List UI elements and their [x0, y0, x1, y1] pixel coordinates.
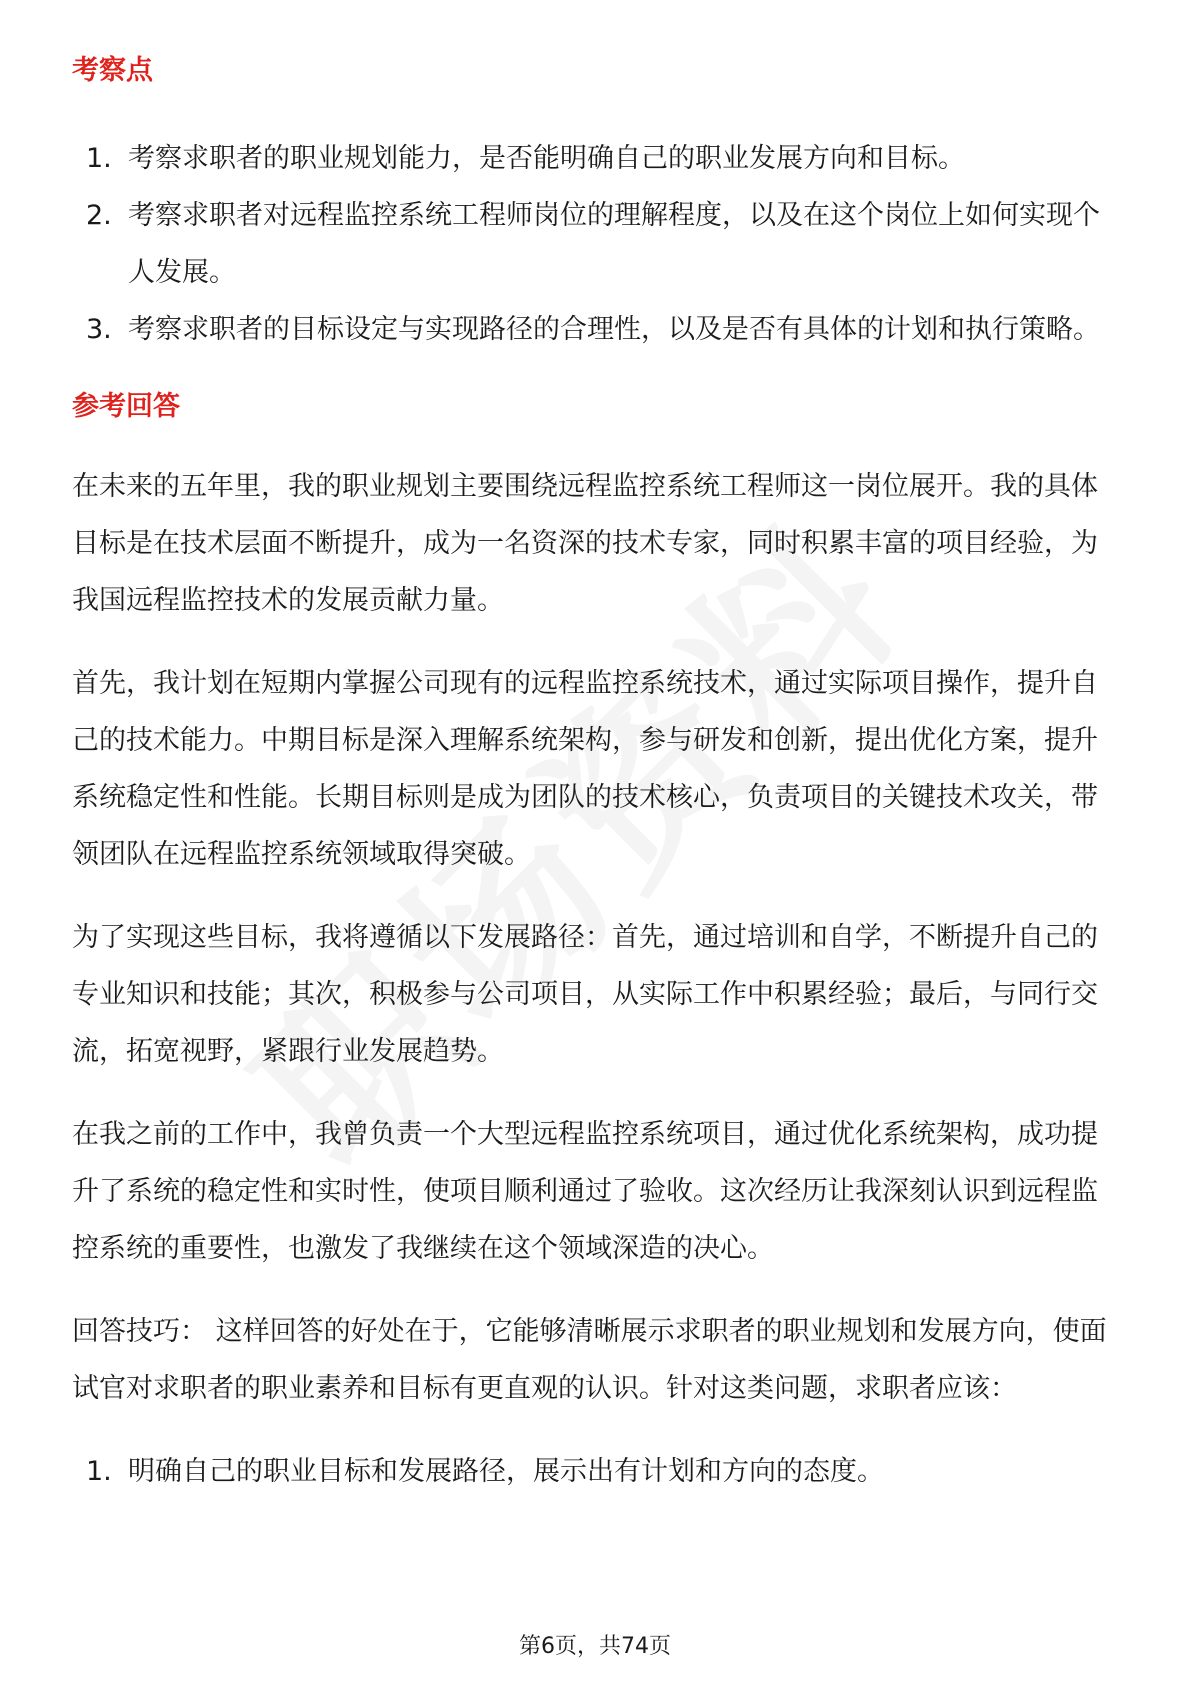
answer-paragraph: 在未来的五年里，我的职业规划主要围绕远程监控系统工程师这一岗位展开。我的具体目标是在技术层面不断提升，成为一名资深的技术专家，同时积累丰富的项目经验，为我国远程监控技术的发展贡献力量。: [72, 471, 1098, 616]
list-item-text: 考察求职者的职业规划能力，是否能明确自己的职业发展方向和目标。: [128, 143, 965, 174]
answer-paragraph: 为了实现这些目标，我将遵循以下发展路径：首先，通过培训和自学，不断提升自己的专业知识和技能；其次，积极参与公司项目，从实际工作中积累经验；最后，与同行交流，拓宽视野，紧跟行业发展趋势。: [72, 922, 1098, 1067]
list-item-number: 2.: [86, 200, 112, 231]
list-item-number: 3.: [86, 314, 112, 345]
section-heading-exam-points: 考察点: [72, 55, 153, 86]
list-item-text: 考察求职者对远程监控系统工程师岗位的理解程度，以及在这个岗位上如何实现个人发展。: [128, 200, 1100, 288]
page-content: [72, 44, 1118, 1500]
list-item-text: 考察求职者的目标设定与实现路径的合理性，以及是否有具体的计划和执行策略。: [128, 314, 1100, 345]
list-item-text: 明确自己的职业目标和发展路径，展示出有计划和方向的态度。: [128, 1456, 884, 1487]
answer-tips-list: [72, 1443, 1118, 1500]
section-heading-reference-answer: 参考回答: [72, 391, 180, 422]
list-item: [72, 1443, 1118, 1500]
list-item-number: 1.: [86, 143, 112, 174]
list-item-number: 1.: [86, 1456, 112, 1487]
list-item: [72, 130, 1118, 187]
list-item: [72, 187, 1118, 301]
answer-paragraph: 在我之前的工作中，我曾负责一个大型远程监控系统项目，通过优化系统架构，成功提升了系统的稳定性和实时性，使项目顺利通过了验收。这次经历让我深刻认识到远程监控系统的重要性，也激发了我继续在这个领域深造的决心。: [72, 1119, 1098, 1264]
list-item: [72, 301, 1118, 358]
answer-paragraph: 首先，我计划在短期内掌握公司现有的远程监控系统技术，通过实际项目操作，提升自己的技术能力。中期目标是深入理解系统架构，参与研发和创新，提出优化方案，提升系统稳定性和性能。长期目标则是成为团队的技术核心，负责项目的关键技术攻关，带领团队在远程监控系统领域取得突破。: [72, 668, 1098, 870]
answer-tips-paragraph: 回答技巧： 这样回答的好处在于，它能够清晰展示求职者的职业规划和发展方向，使面试官对求职者的职业素养和目标有更直观的认识。针对这类问题，求职者应该：: [72, 1316, 1107, 1404]
exam-points-list: [72, 130, 1118, 358]
page-number-footer: 第6页，共74页: [519, 1634, 671, 1659]
